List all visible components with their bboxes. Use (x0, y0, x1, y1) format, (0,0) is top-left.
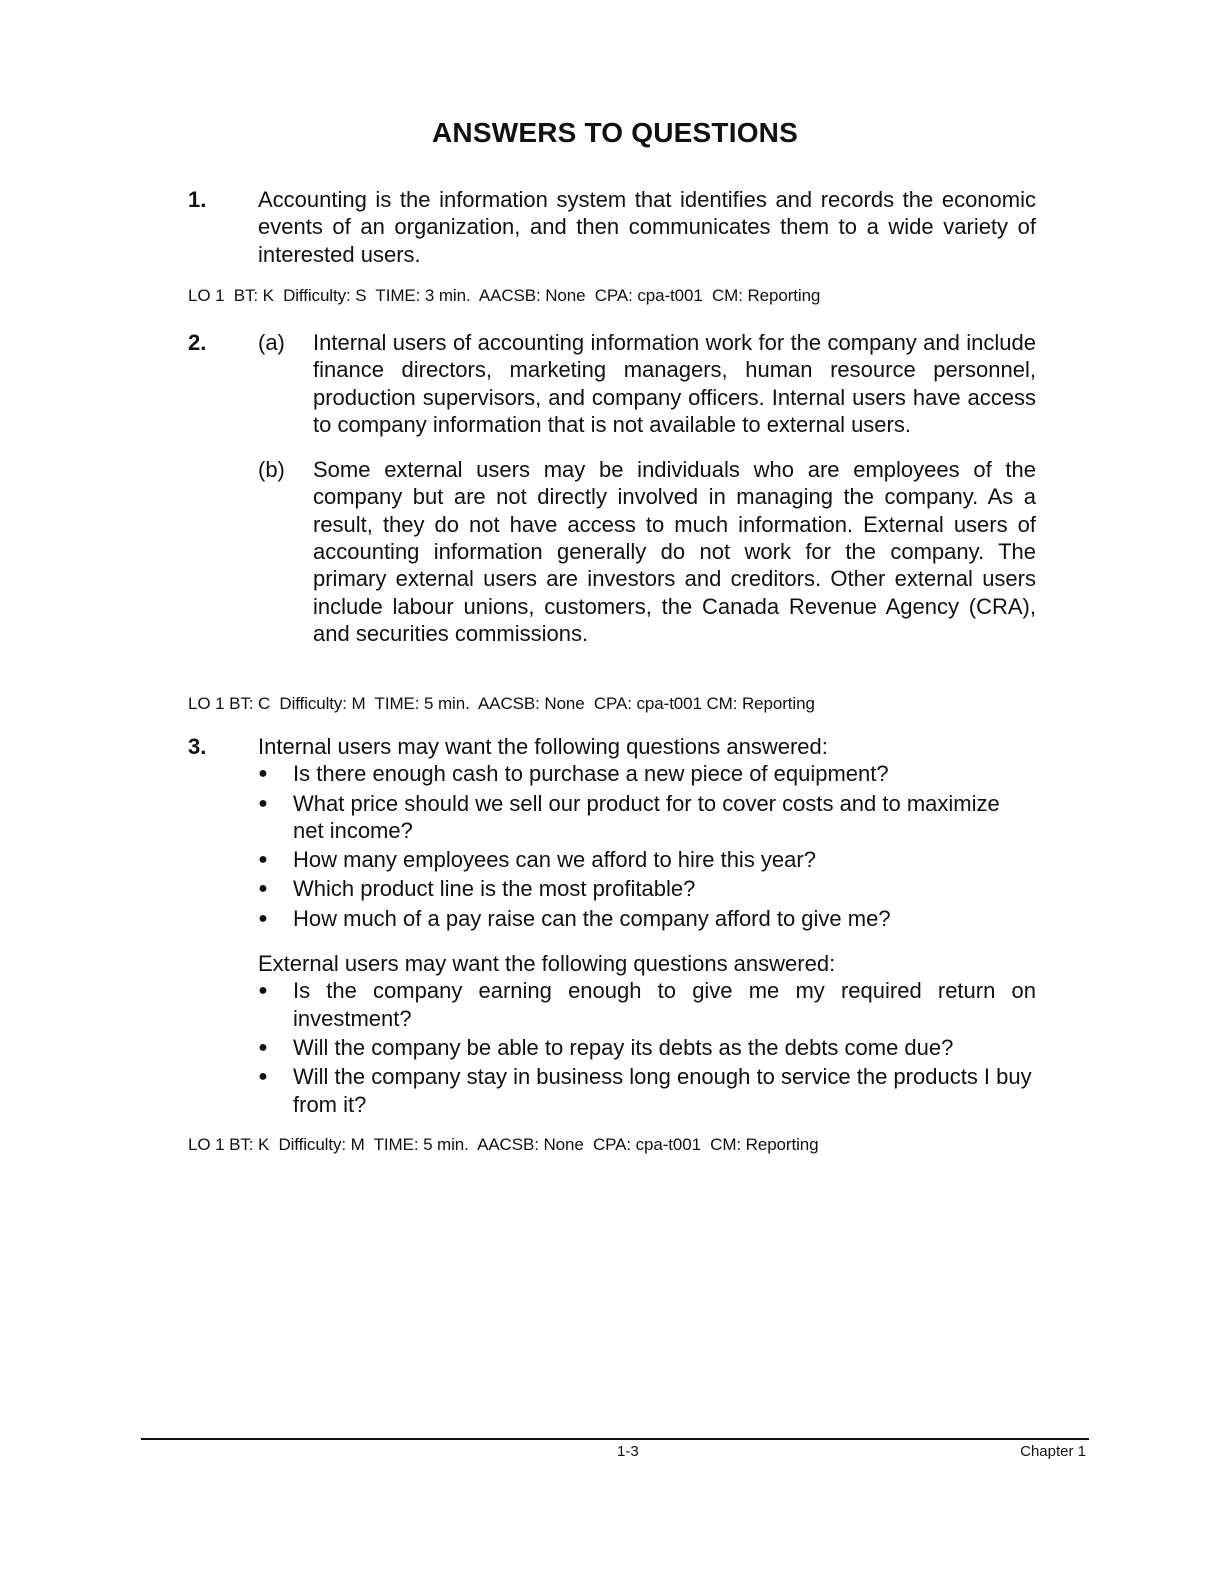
bullet-icon: ● (258, 794, 268, 812)
question-1 (188, 186, 1036, 268)
internal-users-intro: Internal users may want the following questions answered: (258, 734, 828, 759)
page-number: 1-3 (617, 1443, 639, 1460)
question-3 (188, 733, 1036, 1120)
answer-part-b (258, 456, 1036, 647)
bullet-icon: ● (258, 851, 268, 869)
answer-text: Accounting is the information system that identifies and records the economic events of an organization, and then communicates them to a wide variety of interested users. (258, 187, 1036, 267)
part-label: (a) (258, 330, 285, 355)
list-item: ● How much of a pay raise can the company afford to give me? (258, 905, 891, 931)
question-2 (188, 329, 1036, 647)
list-item: ● Is the company earning enough to give me my required return on investment? (258, 978, 1036, 1031)
external-users-intro: External users may want the following questions answered: (258, 951, 836, 977)
list-item: ● How many employees can we afford to hire this year? (258, 847, 816, 873)
question-metadata: LO 1 BT: C Difficulty: M TIME: 5 min. AACSB: None CPA: cpa-t001 CM: Reporting (188, 694, 815, 713)
question-number: 1. (188, 187, 207, 212)
list-item: ● Will the company be able to repay its debts as the debts come due? (258, 1034, 954, 1060)
chapter-label: Chapter 1 (1020, 1443, 1086, 1460)
list-item: ● Will the company stay in business long enough to service the products I buy from it? (258, 1064, 1032, 1117)
part-text: Internal users of accounting information work for the company and include finance directors, marketing managers, human resource personnel, production supervisors, and company officers. Internal users have access to company information that is not available to external users. (313, 330, 1036, 437)
external-questions-list (258, 977, 1036, 1117)
list-item: ● Which product line is the most profitable? (258, 876, 696, 902)
part-label: (b) (258, 457, 285, 483)
list-item: ● What price should we sell our product for to cover costs and to maximize net income? (258, 790, 1000, 843)
question-metadata: LO 1 BT: K Difficulty: S TIME: 3 min. AACSB: None CPA: cpa-t001 CM: Reporting (188, 286, 821, 305)
footer-divider (141, 1438, 1089, 1440)
bullet-icon: ● (258, 982, 268, 1000)
answer-part-a (258, 329, 1036, 438)
bullet-icon: ● (258, 880, 268, 898)
bullet-icon: ● (258, 765, 268, 783)
internal-questions-list (258, 760, 1036, 932)
page-title: ANSWERS TO QUESTIONS (432, 117, 798, 148)
list-item: ● Is there enough cash to purchase a new piece of equipment? (258, 761, 889, 787)
bullet-icon: ● (258, 1068, 268, 1086)
bullet-icon: ● (258, 909, 268, 927)
part-text: Some external users may be individuals who are employees of the company but are not directly involved in managing the company. As a result, they do not have access to much information. External users of accounting information generally do not work for the company. The primary external users are investors and creditors. Other external users include labour unions, customers, the Canada Revenue Agency (CRA), and securities commissions. (313, 457, 1036, 646)
bullet-icon: ● (258, 1038, 268, 1056)
question-number: 3. (188, 734, 207, 759)
question-metadata: LO 1 BT: K Difficulty: M TIME: 5 min. AACSB: None CPA: cpa-t001 CM: Reporting (188, 1135, 819, 1154)
question-number: 2. (188, 330, 207, 355)
